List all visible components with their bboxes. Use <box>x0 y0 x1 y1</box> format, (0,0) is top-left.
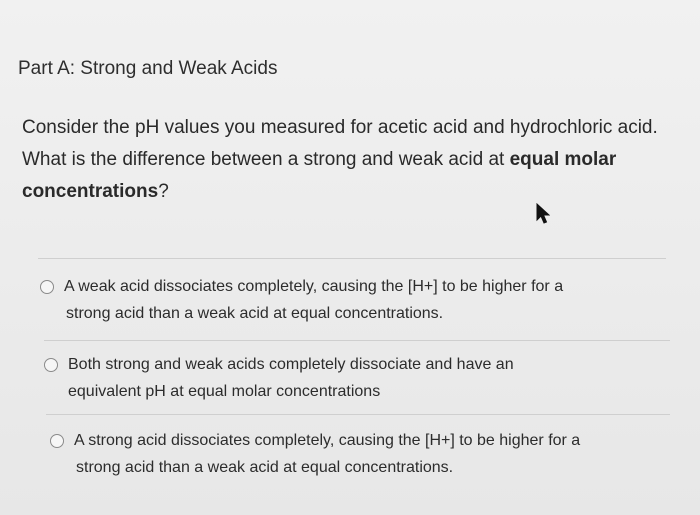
answer-option-1-text <box>64 273 563 327</box>
divider-2 <box>46 414 670 415</box>
divider-top <box>38 258 666 259</box>
radio-button-2[interactable] <box>44 358 58 372</box>
radio-button-1[interactable] <box>40 280 54 294</box>
divider-1 <box>44 340 670 341</box>
answer-option-1-line1: A weak acid dissociates completely, causing the [H+] to be higher for a <box>64 278 564 295</box>
question-text <box>22 112 662 208</box>
mouse-pointer-icon <box>536 203 550 225</box>
answer-option-1-line2: strong acid than a weak acid at equal concentrations. <box>66 305 444 322</box>
answer-option-3-line2: strong acid than a weak acid at equal concentrations. <box>76 459 454 476</box>
answer-option-2-line2: equivalent pH at equal molar concentrations <box>68 383 381 400</box>
answer-option-3-line1: A strong acid dissociates completely, causing the [H+] to be higher for a <box>74 432 581 449</box>
answer-option-1[interactable] <box>40 273 563 327</box>
question-text-main: Consider the pH values you measured for acetic acid and hydrochloric acid. What is the difference between a strong and weak acid at <box>22 117 658 170</box>
answer-option-2-line1: Both strong and weak acids completely dissociate and have an <box>68 356 514 373</box>
answer-option-2[interactable] <box>44 351 514 405</box>
question-text-end: ? <box>158 181 169 202</box>
part-title: Part A: Strong and Weak Acids <box>18 58 278 79</box>
answer-option-3-text <box>74 427 580 481</box>
radio-button-3[interactable] <box>50 434 64 448</box>
answer-option-3[interactable] <box>50 427 580 481</box>
question-emphasis: equal molar concentrations <box>22 149 617 202</box>
answer-option-2-text <box>68 351 514 405</box>
